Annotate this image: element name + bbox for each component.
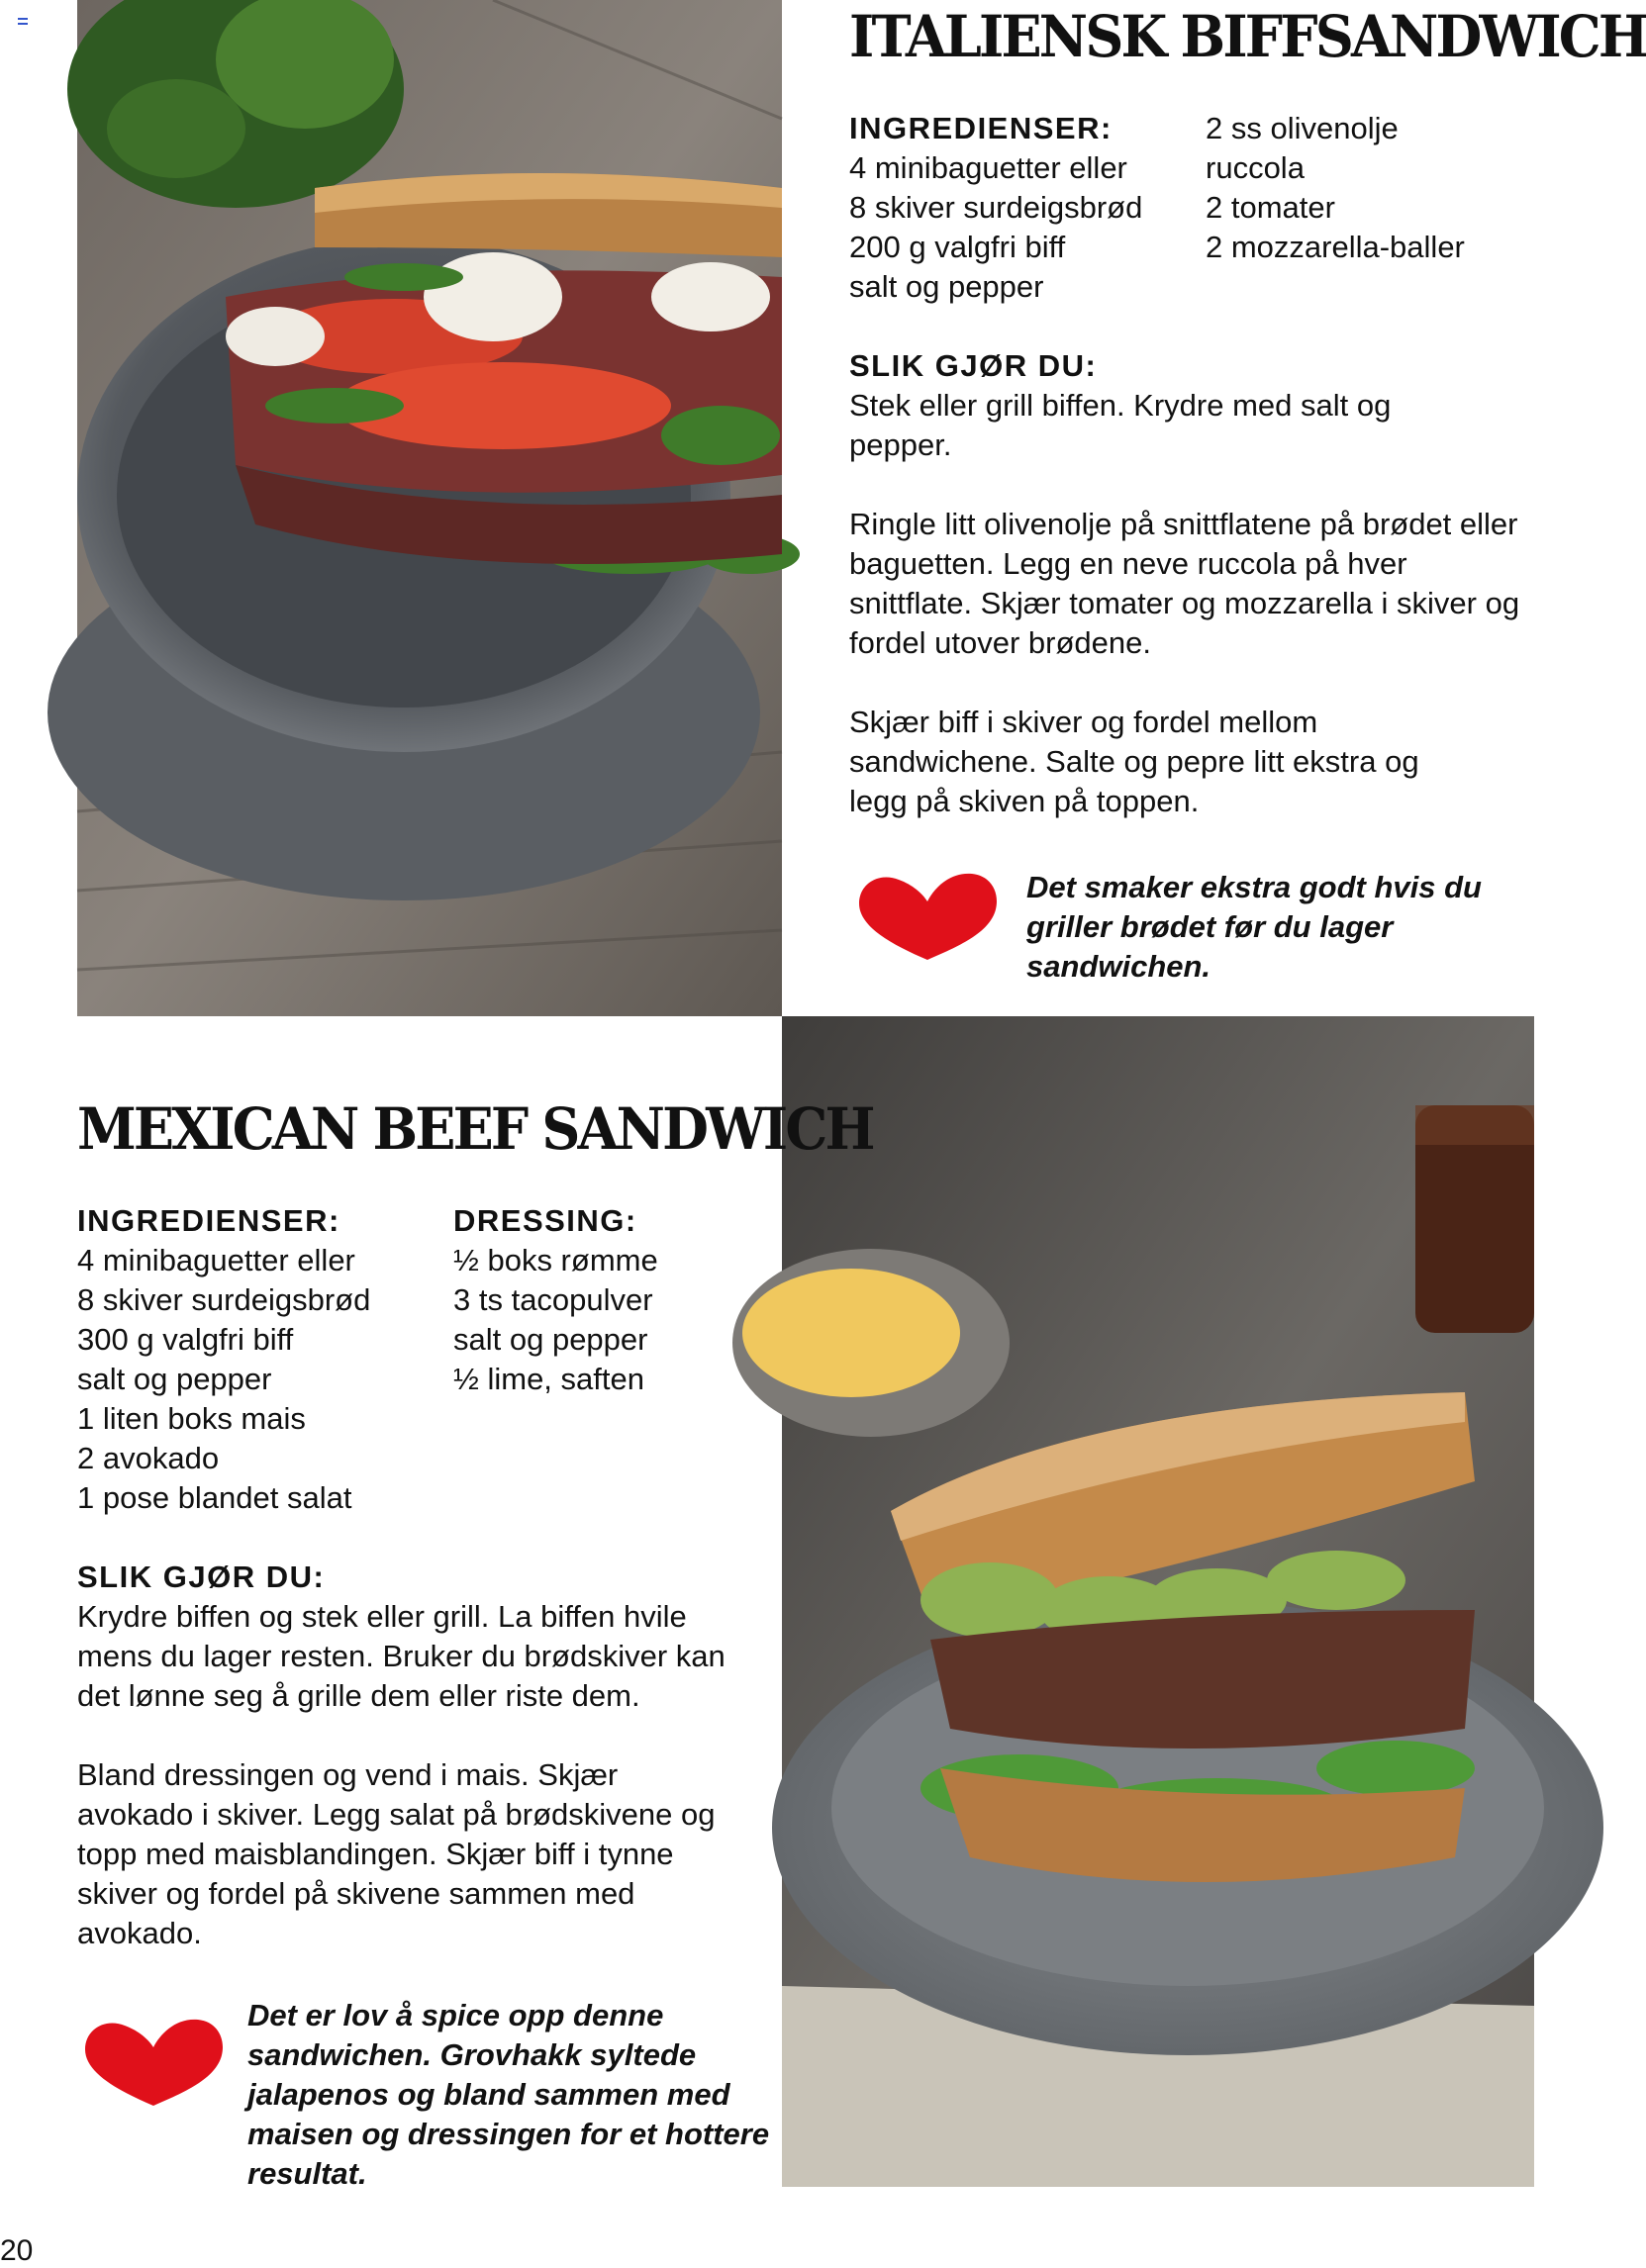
ingredient-item: 2 mozzarella-baller xyxy=(1206,230,1465,264)
ingredient-item: salt og pepper xyxy=(77,1362,272,1396)
recipe2-dressing-label: DRESSING: xyxy=(453,1203,637,1238)
recipe2-tip: Det er lov å spice opp denne sandwichen. Grovhakk syltede jalapenos og bland sammen med maisen og dressingen for et hottere resultat. xyxy=(247,1998,770,2191)
ingredient-item: 1 pose blandet salat xyxy=(77,1480,352,1515)
recipe1-step-3: Skjær biff i skiver og fordel mellom sandwichene. Salte og pepre litt ekstra og legg på skiven på toppen. xyxy=(849,705,1419,818)
recipe1-ingredients-col2 xyxy=(1206,109,1532,267)
mexican-sandwich-photo xyxy=(782,1016,1534,2187)
menu-lines-icon xyxy=(18,18,28,26)
dressing-item: ½ lime, saften xyxy=(453,1362,644,1396)
dressing-item: 3 ts tacopulver xyxy=(453,1282,653,1317)
recipe1-title: ITALIENSK BIFFSANDWICH xyxy=(849,3,1646,70)
recipe2-method xyxy=(77,1558,770,1953)
recipe1-tip: Det smaker ekstra godt hvis du griller brødet før du lager sandwichen. xyxy=(1026,870,1482,984)
recipe1-method xyxy=(849,346,1532,821)
recipe2-step-1: Krydre biffen og stek eller grill. La biffen hvile mens du lager resten. Bruker du brødskiver kan det lønne seg å grille dem eller riste dem. xyxy=(77,1599,726,1713)
recipe1-step-1: Stek eller grill biffen. Krydre med salt og pepper. xyxy=(849,388,1392,462)
ingredient-item: 1 liten boks mais xyxy=(77,1401,306,1436)
heart-icon xyxy=(853,866,1002,965)
ingredient-item: 2 tomater xyxy=(1206,190,1335,225)
page-number: 20 xyxy=(0,2234,34,2267)
ingredient-item: 8 skiver surdeigsbrød xyxy=(849,190,1143,225)
recipe1-ingredients xyxy=(849,109,1532,304)
recipe1-step-2: Ringle litt olivenolje på snittflatene på brødet eller baguetten. Legg en neve ruccola på hver snittflate. Skjær tomater og mozzarella i skiver og fordel utover brødene. xyxy=(849,507,1520,660)
ingredient-item: ruccola xyxy=(1206,150,1305,185)
ingredient-item: 200 g valgfri biff xyxy=(849,230,1066,264)
ingredient-item: 4 minibaguetter eller xyxy=(849,150,1127,185)
dressing-item: salt og pepper xyxy=(453,1322,648,1357)
recipe1-ingredients-col1 xyxy=(849,148,1206,307)
ingredient-item: salt og pepper xyxy=(849,269,1044,304)
ingredient-item: 2 ss olivenolje xyxy=(1206,111,1399,145)
ingredient-item: 8 skiver surdeigsbrød xyxy=(77,1282,371,1317)
heart-icon xyxy=(79,2012,228,2111)
recipe2-ingredients-list xyxy=(77,1241,453,1518)
recipe1-method-label: SLIK GJØR DU: xyxy=(849,348,1098,383)
italian-sandwich-photo xyxy=(77,0,782,1016)
recipe2-title: MEXICAN BEEF SANDWICH xyxy=(77,1095,873,1163)
recipe2-ingredients-label: INGREDIENSER: xyxy=(77,1203,340,1238)
recipe2-step-2: Bland dressingen og vend i mais. Skjær avokado i skiver. Legg salat på brødskivene og topp med maisblandingen. Skjær biff i tynne skiver og fordel på skivene sammen med avokado. xyxy=(77,1757,716,1950)
recipe2-method-label: SLIK GJØR DU: xyxy=(77,1559,326,1594)
ingredient-item: 4 minibaguetter eller xyxy=(77,1243,355,1277)
dressing-item: ½ boks rømme xyxy=(453,1243,658,1277)
recipe2-ingredients xyxy=(77,1201,453,1518)
recipe2-dressing-list xyxy=(453,1241,770,1399)
ingredient-item: 300 g valgfri biff xyxy=(77,1322,294,1357)
recipe2-dressing xyxy=(453,1201,770,1399)
recipe1-ingredients-label: INGREDIENSER: xyxy=(849,111,1113,145)
ingredient-item: 2 avokado xyxy=(77,1441,220,1475)
